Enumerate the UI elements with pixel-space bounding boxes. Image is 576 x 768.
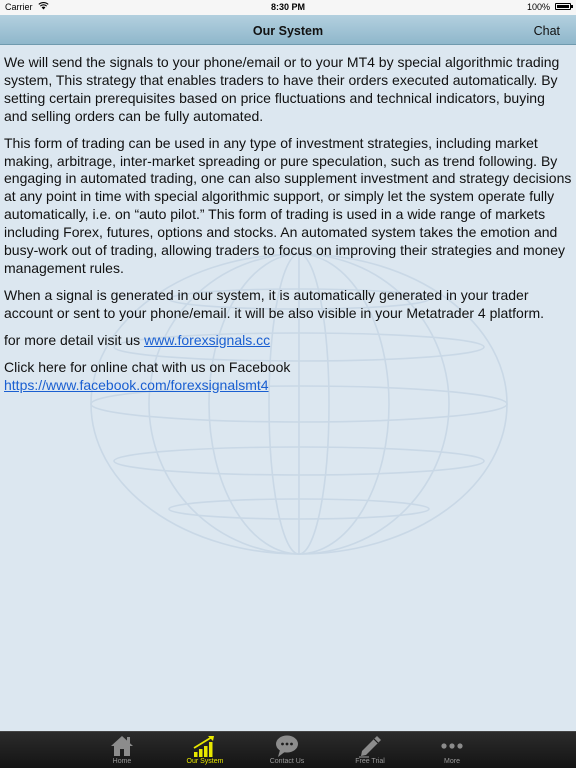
facebook-paragraph xyxy=(4,359,572,395)
pen-icon xyxy=(357,734,383,758)
tab-home[interactable] xyxy=(82,732,162,768)
carrier-label: Carrier xyxy=(5,2,33,12)
tab-contact-us-label: Contact Us xyxy=(269,758,305,765)
ellipsis-icon xyxy=(439,734,465,758)
facebook-link[interactable]: https://www.facebook.com/forexsignalsmt4 xyxy=(4,376,269,393)
clock: 8:30 PM xyxy=(270,2,305,12)
tab-contact-us[interactable] xyxy=(247,732,327,768)
page-title: Our System xyxy=(252,24,324,38)
speech-bubble-icon xyxy=(274,734,300,758)
nav-bar xyxy=(0,15,576,45)
tab-home-label: Home xyxy=(112,758,132,765)
battery-icon xyxy=(555,3,571,10)
status-bar xyxy=(0,0,576,15)
signal-paragraph: When a signal is generated in our system, it is automatically generated in your trader account or sent to your phone/email. it will be also visible in your Metatrader 4 platform. xyxy=(4,286,545,321)
detail-prefix: for more detail visit us xyxy=(4,331,145,348)
battery-percent: 100% xyxy=(526,2,550,12)
house-icon xyxy=(109,734,135,758)
intro-paragraph: We will send the signals to your phone/email or to your MT4 by special algorithmic trading system, This strategy that enables traders to have their orders executed automatically. By setting certain prerequisites based on price fluctuations and technical indicators, buying and selling orders can be fully automated. xyxy=(4,54,560,124)
detail-paragraph xyxy=(4,332,572,350)
tab-free-trial-label: Free Trial xyxy=(355,758,385,765)
chat-button[interactable]: Chat xyxy=(533,24,560,38)
tab-our-system-label: Our System xyxy=(186,758,224,765)
facebook-prefix: Click here for online chat with us on Facebook xyxy=(4,358,291,375)
tab-free-trial[interactable] xyxy=(330,732,410,768)
bar-chart-icon xyxy=(192,734,218,758)
tab-our-system[interactable] xyxy=(165,732,245,768)
tab-more-label: More xyxy=(444,758,460,765)
battery-tip xyxy=(571,5,573,8)
website-link[interactable]: www.forexsignals.cc xyxy=(144,331,271,348)
usage-paragraph: This form of trading can be used in any type of investment strategies, including market making, arbitrage, inter-market spreading or pure speculation, such as trend following. By engaging in automated trading, one can also supplement investment and strategy decisions at any point in time with special algorithmic support, or simply let the system operate fully automatically, i.e. on “auto pilot.” This form of trading is used in a wide range of markets including Forex, futures, options and stocks. An automated system takes the emotion and busy-work out of trading, allowing traders to focus on improving their strategies and money management rules. xyxy=(4,134,572,276)
tab-bar xyxy=(0,731,576,768)
content-area[interactable] xyxy=(4,54,572,726)
tab-more[interactable] xyxy=(412,732,492,768)
